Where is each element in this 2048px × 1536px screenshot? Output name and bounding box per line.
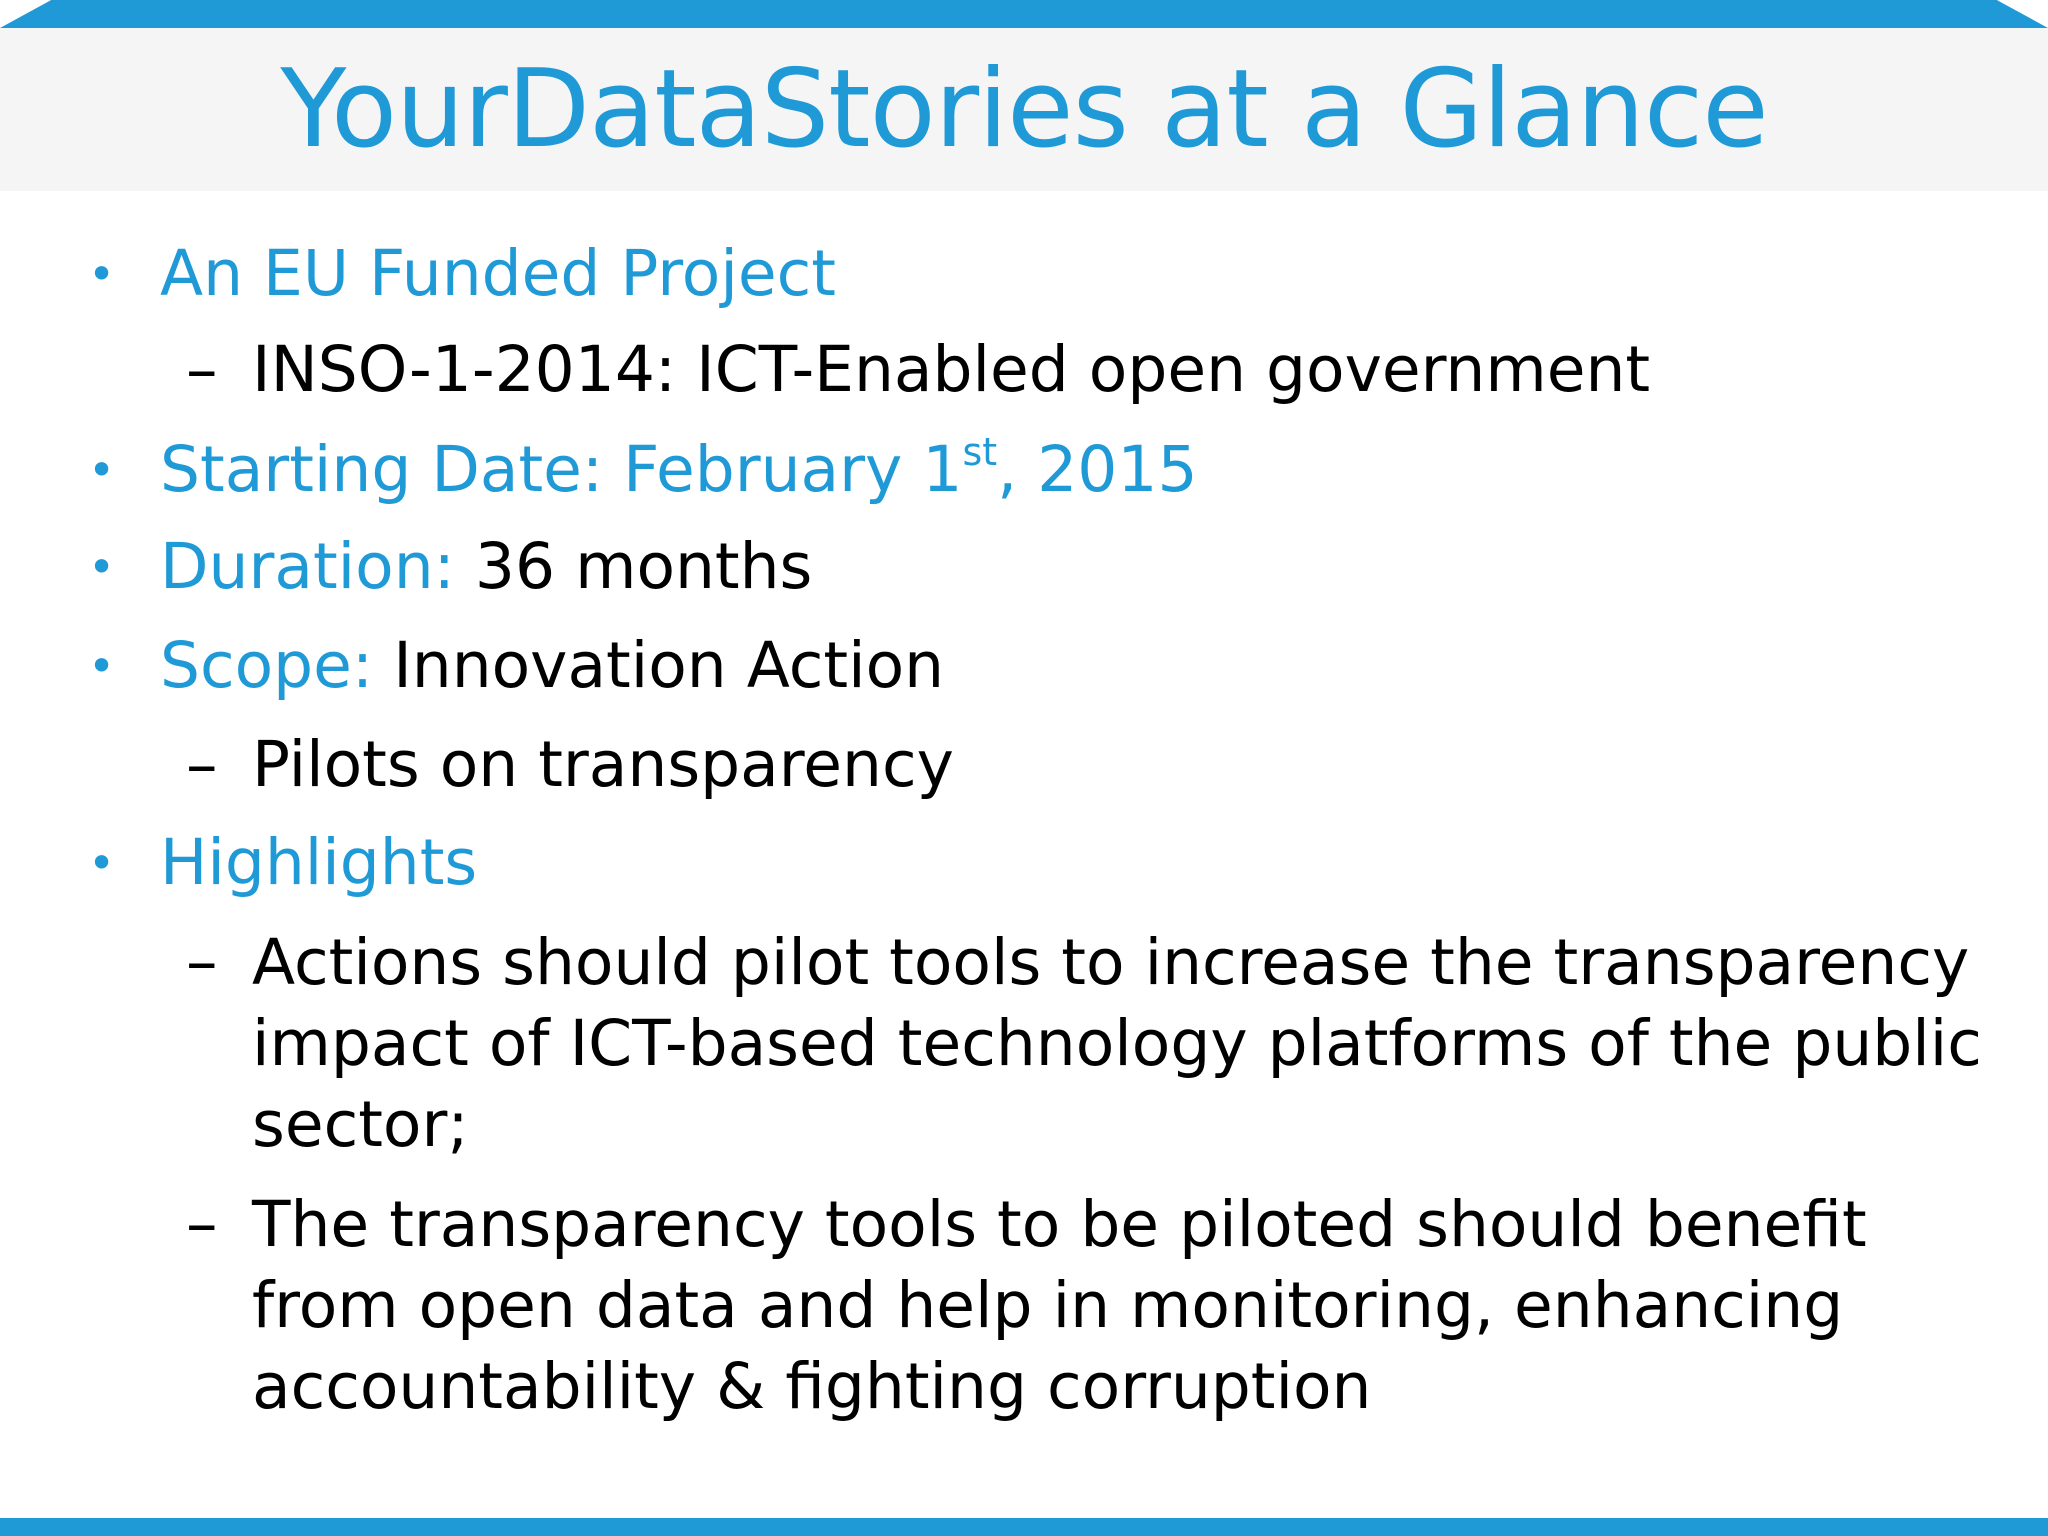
sub-bullet-dash: – xyxy=(186,1187,218,1260)
scope-value: Innovation Action xyxy=(393,629,945,702)
bullet-scope xyxy=(160,626,944,706)
sub-bullet-scope: Pilots on transparency xyxy=(252,728,954,801)
bullet-dot: • xyxy=(88,540,116,594)
bullet-dot: • xyxy=(88,247,116,301)
bullet-dot: • xyxy=(88,639,116,693)
duration-value: 36 months xyxy=(474,530,813,603)
scope-label: Scope: xyxy=(160,629,394,702)
bullet-duration xyxy=(160,527,812,607)
bullet-start-date xyxy=(160,430,1198,510)
slide-title: YourDataStories at a Glance xyxy=(280,47,1768,172)
sub-bullet-dash: – xyxy=(186,728,218,801)
sub-bullet-dash: – xyxy=(186,925,218,998)
start-date-label: Starting Date: February 1 xyxy=(160,433,963,506)
bottom-accent-bar xyxy=(0,1518,2048,1536)
sub-bullet-dash: – xyxy=(186,333,218,406)
start-date-year: , 2015 xyxy=(997,433,1198,506)
bullet-funded: An EU Funded Project xyxy=(160,237,836,310)
bullet-dot: • xyxy=(88,836,116,890)
bullet-dot: • xyxy=(88,443,116,497)
sub-bullet-highlight-2: The transparency tools to be piloted should benefit from open data and help in monitoring, enhancing accountability & fighting corruption xyxy=(252,1188,1867,1423)
sub-bullet-funded: INSO-1-2014: ICT-Enabled open government xyxy=(252,333,1651,406)
sub-bullet-highlight-1: Actions should pilot tools to increase the transparency impact of ICT-based technology platforms of the public sector; xyxy=(252,926,1982,1161)
duration-label: Duration: xyxy=(160,530,475,603)
bullet-highlights: Highlights xyxy=(160,826,478,899)
start-date-ordinal: st xyxy=(962,430,998,474)
